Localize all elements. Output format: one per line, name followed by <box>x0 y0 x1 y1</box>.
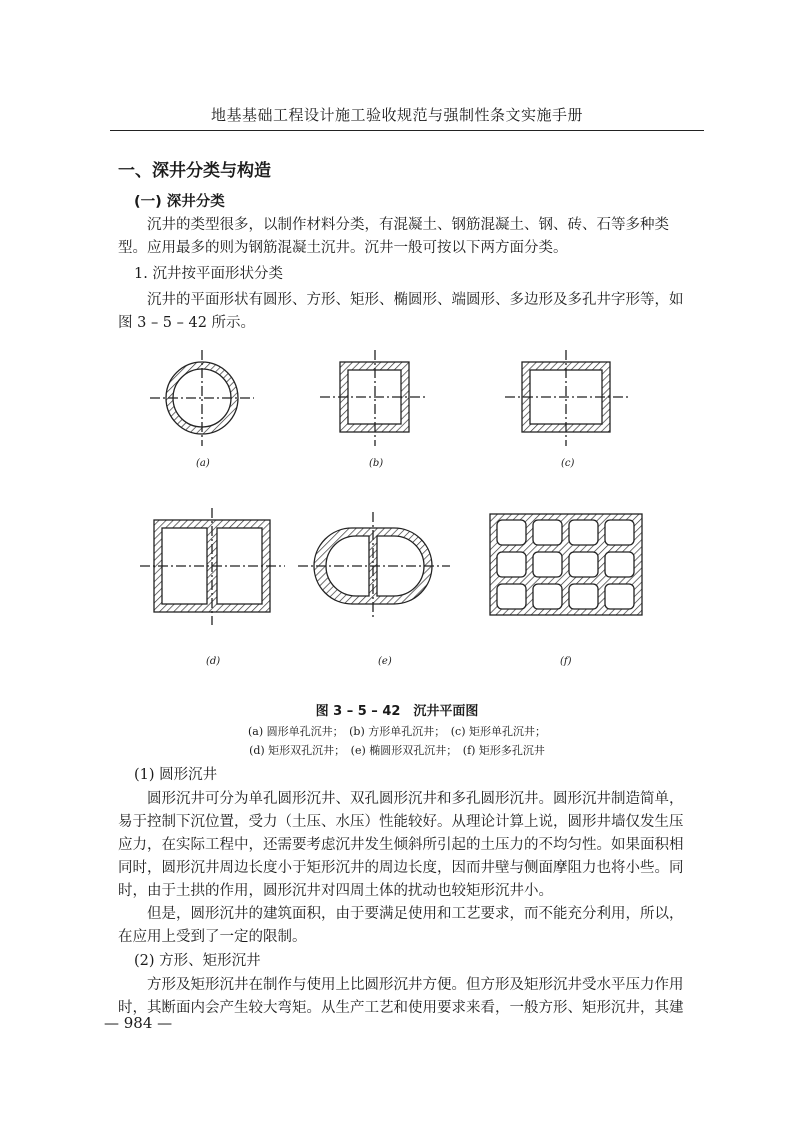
running-header: 地基基础工程设计施工验收规范与强制性条文实施手册 <box>210 106 583 124</box>
paragraph-line: 圆形沉井可分为单孔圆形沉井、双孔圆形沉井和多孔圆形沉井。圆形沉井制造简单， <box>147 791 684 807</box>
paragraph-line: 应力，在实际工程中，还需要考虑沉井发生倾斜所引起的土压力的不均匀性。如果面积相 <box>118 837 684 853</box>
figure-caption: 图 3 – 5 – 42 沉井平面图 <box>315 704 479 719</box>
shape-b-square <box>320 350 428 446</box>
paragraph-line: 同时，圆形沉井周边长度小于矩形沉井的周边长度，因而井壁与侧面摩阻力也将小些。同 <box>118 860 684 876</box>
shape-a-circular <box>150 350 254 446</box>
paragraph-line: 方形及矩形沉井在制作与使用上比圆形沉井方便。但方形及矩形沉井受水平压力作用 <box>147 977 684 993</box>
figure-caisson-plans <box>0 340 794 685</box>
subsection-heading: (一) 深井分类 <box>134 194 225 210</box>
figure-label-f: (f) <box>560 656 572 667</box>
paragraph-line: 在应用上受到了一定的限制。 <box>118 929 307 945</box>
paragraph-line: 时，由于土拱的作用，圆形沉井对四周土体的扰动也较矩形沉井小。 <box>118 883 553 899</box>
paragraph-line: 沉井的平面形状有圆形、方形、矩形、椭圆形、端圆形、多边形及多孔井字形等，如 <box>147 292 684 308</box>
header-rule <box>110 130 704 131</box>
subheading-circular: (1) 圆形沉井 <box>134 767 218 783</box>
paragraph-line: 但是，圆形沉井的建筑面积，由于要满足使用和工艺要求，而不能充分利用，所以， <box>147 906 684 922</box>
paragraph-line: 易于控制下沉位置，受力（土压、水压）性能较好。从理论计算上说，圆形井墙仅发生压 <box>118 814 684 830</box>
figure-label-d: (d) <box>206 656 221 667</box>
paragraph-line: 沉井的类型很多，以制作材料分类，有混凝土、钢筋混凝土、钢、砖、石等多种类 <box>147 217 669 233</box>
paragraph-line: 时，其断面内会产生较大弯矩。从生产工艺和使用要求来看，一般方形、矩形沉井，其建 <box>118 1000 684 1016</box>
page-number: — 984 — <box>104 1014 173 1032</box>
subheading-square-rect: (2) 方形、矩形沉井 <box>134 953 261 969</box>
figure-label-a: (a) <box>196 458 210 469</box>
shape-e-end-round-double <box>298 512 450 620</box>
figure-legend-line: (a) 圆形单孔沉井； (b) 方形单孔沉井； (c) 矩形单孔沉井； <box>248 725 546 738</box>
figure-label-e: (e) <box>378 656 392 667</box>
figure-label-b: (b) <box>369 458 384 469</box>
paragraph-intro <box>118 214 690 237</box>
paragraph-circular <box>118 788 690 903</box>
paragraph-line: 型。应用最多的则为钢筋混凝土沉井。沉井一般可按以下两方面分类。 <box>118 240 568 256</box>
paragraph-square-rect <box>118 974 690 1020</box>
paragraph-circular-limitations <box>118 903 690 949</box>
paragraph-shapes <box>118 289 690 312</box>
figure-label-c: (c) <box>561 458 575 469</box>
paragraph-line: 图 3 – 5 – 42 所示。 <box>118 315 256 331</box>
figure-legend-line: (d) 矩形双孔沉井； (e) 椭圆形双孔沉井； (f) 矩形多孔沉井 <box>249 744 545 757</box>
shape-c-rectangle <box>505 350 628 446</box>
list-item: 1. 沉井按平面形状分类 <box>134 266 283 282</box>
section-heading: 一、深井分类与构造 <box>118 161 271 181</box>
shape-f-multi-cell <box>490 514 642 615</box>
shape-d-rectangle-double <box>140 508 285 625</box>
